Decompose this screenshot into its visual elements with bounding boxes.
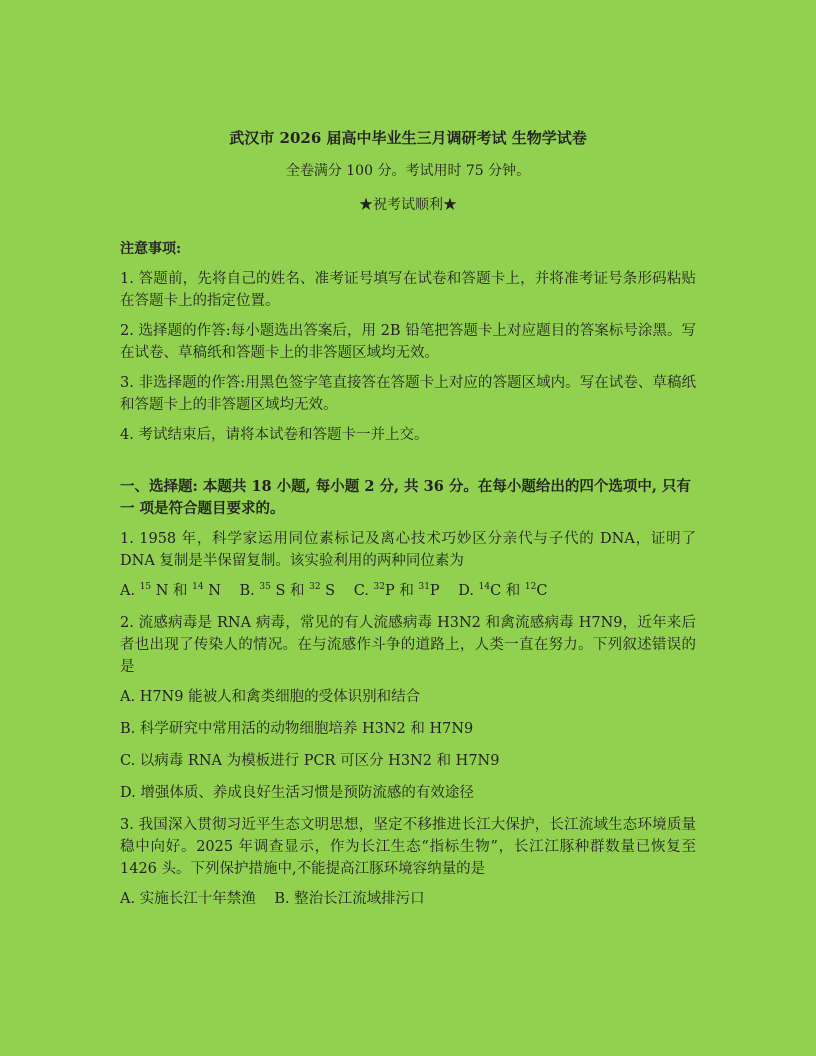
- exam-wish: ★祝考试顺利★: [359, 197, 457, 213]
- note-item: 1. 答题前，先将自己的姓名、准考证号填写在试卷和答题卡上，并将准考证号条形码粘贴在答题卡上的指定位置。: [120, 271, 696, 309]
- option-a: A. $^{15}$ N 和 $^{14}$ N: [120, 582, 221, 599]
- question-3-options: [120, 888, 696, 910]
- option-b: B. 整治长江流域排污口: [274, 891, 425, 907]
- exam-title: 武汉市 2026 届高中毕业生三月调研考试 生物学试卷: [229, 129, 587, 147]
- question-2-option-d: D. 增强体质、养成良好生活习惯是预防流感的有效途径: [120, 785, 474, 801]
- question-2-option-c: C. 以病毒 RNA 为模板进行 PCR 可区分 H3N2 和 H7N9: [120, 753, 500, 769]
- option-b: B. $^{35}$ S 和 $^{32}$ S: [239, 582, 336, 599]
- option-d: D. $^{14}$C 和 $^{12}$C: [458, 582, 548, 599]
- option-c: C. $^{32}$P 和 $^{31}$P: [353, 582, 440, 599]
- note-item: 2. 选择题的作答:每小题选出答案后，用 2B 铅笔把答题卡上对应题目的答案标号涂黑。写在试卷、草稿纸和答题卡上的非答题区域均无效。: [120, 323, 696, 361]
- question-3-stem: 3. 我国深入贯彻习近平生态文明思想，坚定不移推进长江大保护，长江流域生态环境质量稳中向好。2025 年调查显示，作为长江生态“指标生物”，长江江豚种群数量已恢复至 1426 头。下列保护措施中,不能提高江豚环境容纳量的是: [120, 817, 696, 877]
- exam-score-time: 全卷满分 100 分。考试用时 75 分钟。: [285, 163, 531, 179]
- note-item: 3. 非选择题的作答:用黑色签字笔直接答在答题卡上对应的答题区域内。写在试卷、草稿纸和答题卡上的非答题区域均无效。: [120, 375, 696, 413]
- question-2-stem: 2. 流感病毒是 RNA 病毒，常见的有人流感病毒 H3N2 和禽流感病毒 H7N9，近年来后者也出现了传染人的情况。在与流感作斗争的道路上，人类一直在努力。下列叙述错误的是: [120, 615, 696, 675]
- question-2-option-a: A. H7N9 能被人和禽类细胞的受体识别和结合: [120, 689, 421, 705]
- question-1-options: [120, 580, 696, 602]
- note-item: 4. 考试结束后，请将本试卷和答题卡一并上交。: [120, 427, 429, 443]
- notes-heading: 注意事项:: [120, 241, 182, 257]
- question-2-option-b: B. 科学研究中常用活的动物细胞培养 H3N2 和 H7N9: [120, 721, 474, 737]
- option-a: A. 实施长江十年禁渔: [120, 891, 256, 907]
- question-1-stem: 1. 1958 年，科学家运用同位素标记及离心技术巧妙区分亲代与子代的 DNA，证明了 DNA 复制是半保留复制。该实验利用的两种同位素为: [120, 531, 696, 569]
- section-heading-choice: 一、选择题: 本题共 18 小题, 每小题 2 分, 共 36 分。在每小题给出的四个选项中, 只有一 项是符合题目要求的。: [120, 478, 691, 517]
